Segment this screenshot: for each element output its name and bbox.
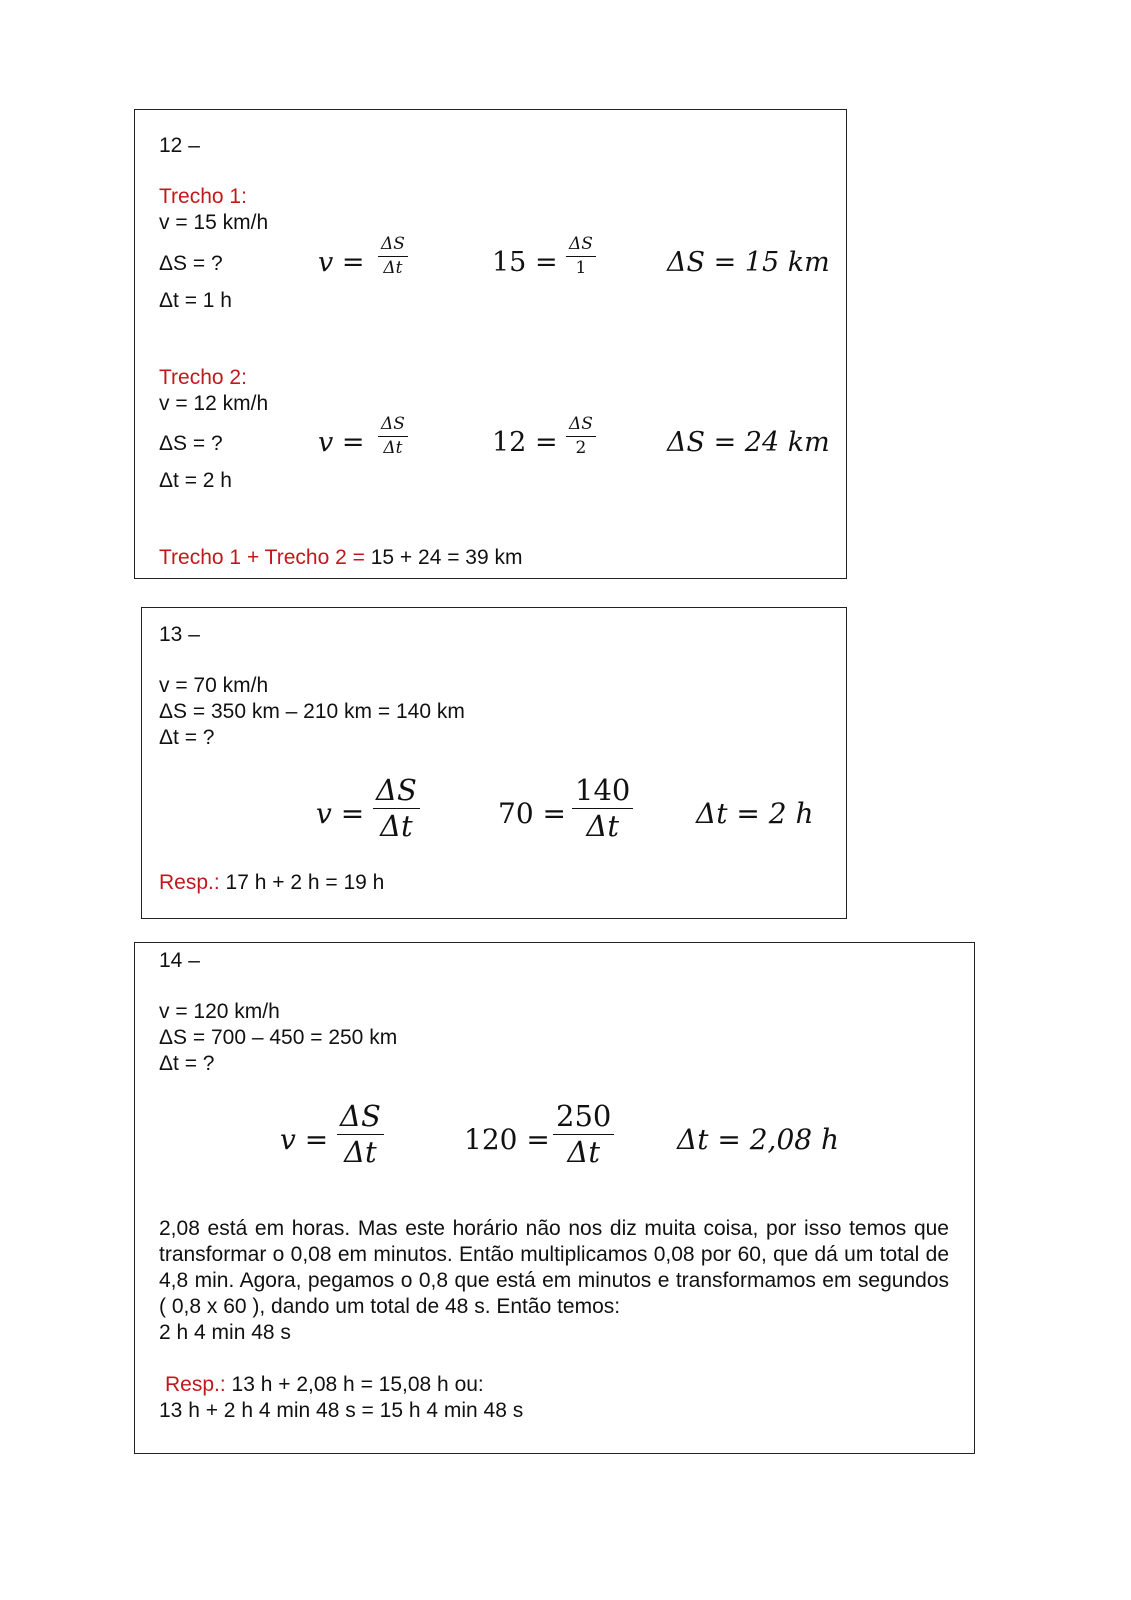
fraction-numerator: ΔS: [569, 414, 593, 434]
fraction-denominator: Δt: [383, 438, 403, 458]
fraction-bar: [566, 256, 596, 257]
trecho-2-substitution-fraction: [566, 416, 596, 457]
question-14-formula-lhs: v =: [280, 1123, 329, 1156]
fraction-numerator: ΔS: [376, 773, 417, 807]
trecho-1-result: ΔS = 15 km: [667, 247, 830, 278]
sum-equals: =: [352, 546, 365, 569]
trecho-2-time: Δt = 2 h: [159, 469, 232, 492]
trecho-1-displacement: ΔS = ?: [159, 252, 223, 275]
fraction-denominator: Δt: [380, 809, 413, 843]
trecho-2-result: ΔS = 24 km: [667, 427, 830, 458]
trecho-2-formula-fraction: [378, 416, 408, 457]
fraction-numerator: ΔS: [381, 414, 405, 434]
question-13-formula-fraction: [373, 773, 420, 843]
fraction-denominator: Δt: [383, 258, 403, 278]
question-13-result: Δt = 2 h: [696, 797, 814, 830]
answer-value: 13 h + 2,08 h = 15,08 h ou:: [231, 1373, 484, 1396]
question-12-box: [134, 109, 847, 579]
fraction-denominator: 1: [575, 258, 587, 278]
question-12-sum: [159, 547, 523, 568]
trecho-1-substitution-fraction: [566, 236, 596, 277]
fraction-bar: [566, 436, 596, 437]
answer-value: 17 h + 2 h = 19 h: [225, 871, 385, 894]
trecho-1-velocity: v = 15 km/h: [159, 211, 269, 234]
trecho-1-time: Δt = 1 h: [159, 289, 232, 312]
trecho-1-substitution-lhs: 15 =: [492, 247, 558, 278]
fraction-numerator: ΔS: [569, 234, 593, 254]
fraction-numerator: ΔS: [340, 1099, 381, 1133]
sum-plus: +: [246, 546, 260, 569]
trecho-1-formula-fraction: [378, 236, 408, 277]
trecho-1-formula-lhs: v =: [318, 247, 365, 278]
fraction-denominator: 2: [575, 438, 587, 458]
fraction-numerator: 140: [575, 773, 631, 807]
answer-label: Resp.:: [165, 1373, 226, 1396]
trecho-2-substitution-lhs: 12 =: [492, 427, 558, 458]
trecho-2-title: Trecho 2:: [159, 366, 247, 389]
sum-trecho-1: Trecho 1: [159, 546, 242, 569]
fraction-bar: [378, 436, 408, 437]
question-14-answer: [165, 1374, 484, 1395]
question-12-number: 12 –: [159, 134, 200, 157]
question-14-time: Δt = ?: [159, 1052, 215, 1075]
explanation-text: 2,08 está em horas. Mas este horário não nos diz muita coisa, por isso temos que transformar o 0,08 em minutos. Então multiplicamos 0,08 por 60, que dá um total de 4,8 min. Agora, pegamos o 0,8 que está em minutos e transformamos em segundos ( 0,8 x 60 ), dando um total de 48 s. Então temos:: [159, 1217, 949, 1318]
question-14-substitution-fraction: [553, 1099, 614, 1169]
question-14-velocity: v = 120 km/h: [159, 1000, 280, 1023]
question-14-substitution-lhs: 120 =: [464, 1123, 550, 1156]
fraction-denominator: Δt: [586, 809, 619, 843]
trecho-2-velocity: v = 12 km/h: [159, 392, 269, 415]
question-14-number: 14 –: [159, 949, 200, 972]
trecho-2-formula-lhs: v =: [318, 427, 365, 458]
fraction-denominator: Δt: [344, 1135, 377, 1169]
question-13-number: 13 –: [159, 623, 200, 646]
explanation-conclusion: 2 h 4 min 48 s: [159, 1321, 291, 1344]
fraction-numerator: ΔS: [381, 234, 405, 254]
trecho-2-displacement: ΔS = ?: [159, 432, 223, 455]
fraction-bar: [378, 256, 408, 257]
question-13-time: Δt = ?: [159, 726, 215, 749]
question-13-velocity: v = 70 km/h: [159, 674, 269, 697]
fraction-denominator: Δt: [567, 1135, 600, 1169]
question-13-answer: [159, 872, 384, 893]
question-14-answer-line-2: 13 h + 2 h 4 min 48 s = 15 h 4 min 48 s: [159, 1399, 524, 1422]
answer-label: Resp.:: [159, 871, 220, 894]
sum-value: 15 + 24 = 39 km: [370, 546, 523, 569]
question-14-formula-fraction: [337, 1099, 384, 1169]
question-13-formula-lhs: v =: [316, 797, 365, 830]
question-14-explanation: [159, 1216, 949, 1346]
sum-trecho-2: Trecho 2: [264, 546, 347, 569]
question-13-substitution-fraction: [572, 773, 633, 843]
fraction-numerator: 250: [556, 1099, 612, 1133]
question-13-substitution-lhs: 70 =: [498, 797, 566, 830]
question-13-displacement: ΔS = 350 km – 210 km = 140 km: [159, 700, 465, 723]
question-14-result: Δt = 2,08 h: [677, 1123, 840, 1156]
question-14-displacement: ΔS = 700 – 450 = 250 km: [159, 1026, 398, 1049]
trecho-1-title: Trecho 1:: [159, 185, 247, 208]
